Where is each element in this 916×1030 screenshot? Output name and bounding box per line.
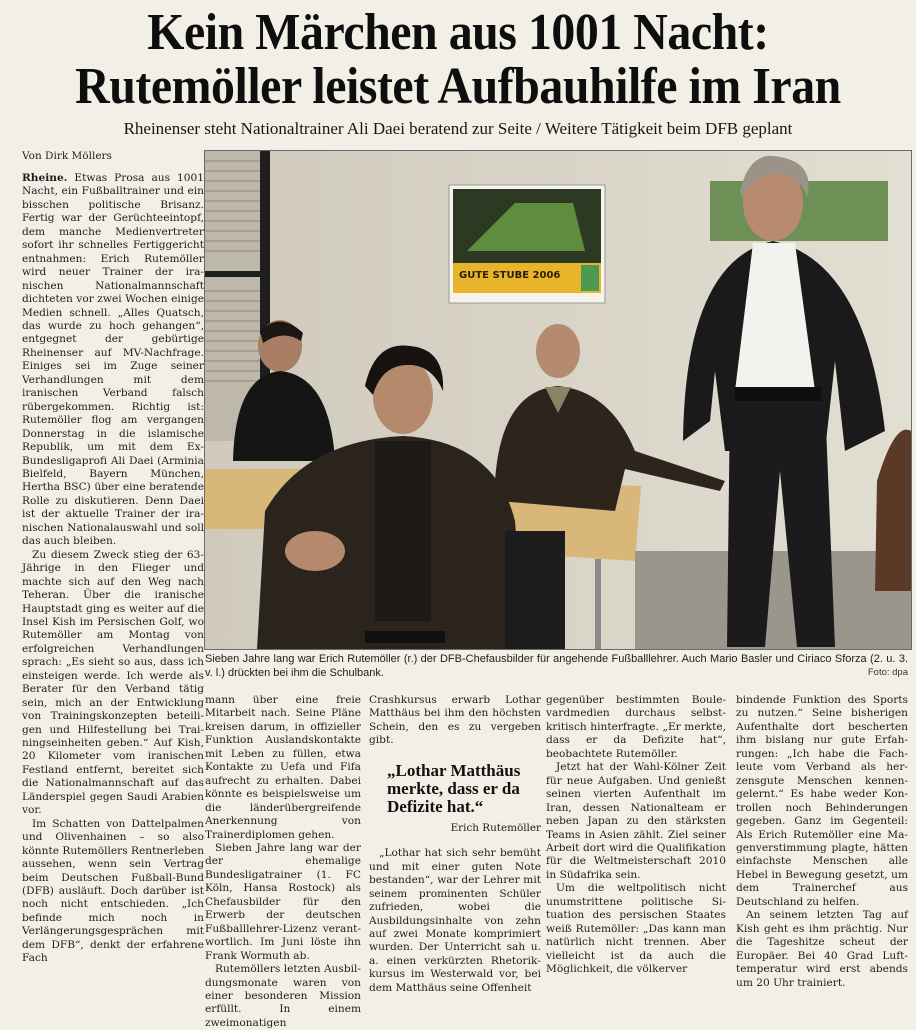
article-column-5 <box>736 694 908 990</box>
paragraph: Rutemöllers letzten Ausbildungsmonate waren von einer besonderen Mission erfüllt. In einem zweimonatigen <box>205 963 361 1029</box>
dateline: Rheine. <box>22 172 68 184</box>
paragraph: Zu diesem Zweck stieg der 63-Jährige in den Flieger und machte sich auf den Weg nach Teheran. Über die iranische Hauptstadt ging es weiter auf die Insel Kish im Persischen Golf, wo Rutemöller am Montag von erfolgreichen Verhandlungen sprach: „Es sieht so aus, dass ich einsteigen werde. Ich werde als Berater für den Verband tätig sein, mich an der Entwicklung von Trainingskonzepten beteiligen und Hilfestellung bei Trainingseinheiten geben.“ Auf Kish, 20 Kilometer vom iranischen Festland entfernt, bereitet sich die Nationalmannschaft auf das Länderspiel gegen Saudi Arabien vor. <box>22 548 204 817</box>
photo-credit: Foto: dpa <box>867 667 908 678</box>
paragraph: mann über eine freie Mitarbeit nach. Seine Pläne kreisen darum, in offizieller Funktion Auslandskontakte mit Leben zu füllen, etwa Kontakte zu Uefa und Fifa aufrecht zu erhalten. Dabei könnte es beispielsweise um die länderübergreifende Anerkennung von Trainerdiplomen gehen. <box>205 694 361 841</box>
headline-line-2: Rutemöller leistet Aufbauhilfe im Iran <box>75 58 841 115</box>
photo-scene <box>205 151 911 649</box>
chair <box>505 531 565 649</box>
pull-quote-author: Erich Rutemöller <box>450 821 541 834</box>
poster-title: GUTE STUBE 2006 <box>459 270 561 281</box>
paragraph: bindende Funktion des Sports zu nutzen.“ Seine bisherigen Aufenthalte dort bescherten ihm bislang nur gute Erfahrungen: „Ich habe die Fachleute vom Verband als herzensgute Menschen kennengelernt.“ Es habe weder Kontrollen noch Behinderungen gegeben. Ganz im Gegenteil: Als Erich Rutemöller eine Magenverstimmung plagte, hätten einfachste Menschen alle Hebel in Bewegung gesetzt, um dem Trainerchef aus Deutschland zu helfen. <box>736 694 908 908</box>
poster-gute-stube <box>449 185 605 303</box>
article-column-2 <box>205 694 361 1030</box>
paragraph: Sieben Jahre lang war der der ehemalige Bundesligatrainer (1. FC Köln, Hansa Rostock) als Chefausbilder für den Erwerb der deutschen Fußballlehrer-Lizenz verantwortlich. Im Juni löste ihn Frank Wormuth ab. <box>205 841 361 962</box>
subheadline: Rheinenser steht Nationaltrainer Ali Daei beratend zur Seite / Weitere Tätigkeit beim DFB geplant <box>123 119 793 138</box>
byline: Von Dirk Möllers <box>22 150 112 162</box>
headline-line-1: Kein Märchen aus 1001 Nacht: <box>147 4 769 61</box>
paragraph: Jetzt hat der Wahl-Kölner Zeit für neue Aufgaben. Und genießt seinen vierten Aufenthalt im Iran, dessen Nationalteam er neben Japan zu den stärksten Teams in Asien zählt. Ziel seiner Arbeit dort wird die Qualifikation für die Weltmeisterschaft 2010 in Südafrika sein. <box>546 761 726 881</box>
photo-caption: Sieben Jahre lang war Erich Rutemöller (r.) der DFB-Chefausbilder für angehende Fußballlehrer. Auch Mario Basler und Ciriaco Sforza (2. u. 3. v. l.) drückten bei ihm die Schulbank. <box>205 653 908 679</box>
paragraph: gegenüber bestimmten Boulevardmedien durchaus selbstkritisch hinterfragte. „Er merkte, dass er da Defizite hat“, beobachtete Rutemöller. <box>546 694 726 760</box>
paragraph-text: Etwas Prosa aus 1001 Nacht, ein Fußballtrainer und ein bisschen politische Brisanz. Fertig war der Gerüchteeintopf, dem manche Medienvertreter sofort ihr schnelles Fertiggericht entnahmen: Erich Rutemöller wird neuer Trainer der iranischen Nationalmannschaft dichteten vor zwei Wochen einige Medien schnell. „Alles Quatsch, das wurde zu hoch gehangen“, entgegnet der gebürtige Rheinenser auf MV-Nachfrage. Einiges sei im Zuge seiner Verhandlungen mit dem iranischen Verband falsch rübergekommen. Richtig ist: Rutemöller flog am vergangen Donnerstag in die islamische Republik, um mit dem Ex-Bundesligaprofi Ali Daei (Arminia Bielfeld, Bayern München, Hertha BSC) über eine beratende Rolle zu diskutieren. Denn Daei ist der aktuelle Trainer der iranischen Nationalauswahl und soll das auch bleiben. <box>22 172 204 548</box>
paragraph: Um die weltpolitisch nicht unumstrittene politische Situation des persischen Staates weiß Rutemöller: „Das kann man natürlich nicht trennen. Aber vielleicht ist da auch die Möglichkeit, die völkerver <box>546 882 726 976</box>
paragraph: Crashkursus erwarb Lothar Matthäus bei ihm den höchsten Schein, den es zu vergeben gibt. <box>369 694 541 747</box>
article-column-4 <box>546 694 726 977</box>
paragraph <box>22 172 204 549</box>
paragraph: „Lothar hat sich sehr bemüht und mit einer guten Note bestanden“, war der Lehrer mit seinem prominenten Schüler zufrieden, wobei die Ausbildungsinhalte von zehn auf zwei Monate komprimiert wurden. Der Unterricht sah u. a. einen verkürzten Rhetorikkursus im Westerwald vor, bei dem Matthäus seine Offenheit <box>369 847 541 994</box>
paragraph: An seinem letzten Tag auf Kish geht es ihm prächtig. Nur die Tageshitze scheut der Europäer. Bei 40 Grad Lufttemperatur wird erst abends um 20 Uhr trainiert. <box>736 909 908 989</box>
article-photo <box>204 150 912 650</box>
article-column-3 <box>369 694 541 995</box>
pull-quote: „Lothar Matthäus merkte, dass er da Defizite hat.“ <box>387 760 521 816</box>
article-column-1 <box>22 172 204 966</box>
paragraph: Im Schatten von Dattelpalmen und Olivenhainen – so also könnte Rutemöllers Rentnerleben aussehen, wenn sein Vertrag beim Deutschen Fußball-Bund (DFB) ausläuft. Doch darüber ist noch nicht entschieden. „Ich befinde mich noch in Verlängerungsgesprächen mit dem DFB“, denkt der erfahrene Fach <box>22 817 205 965</box>
